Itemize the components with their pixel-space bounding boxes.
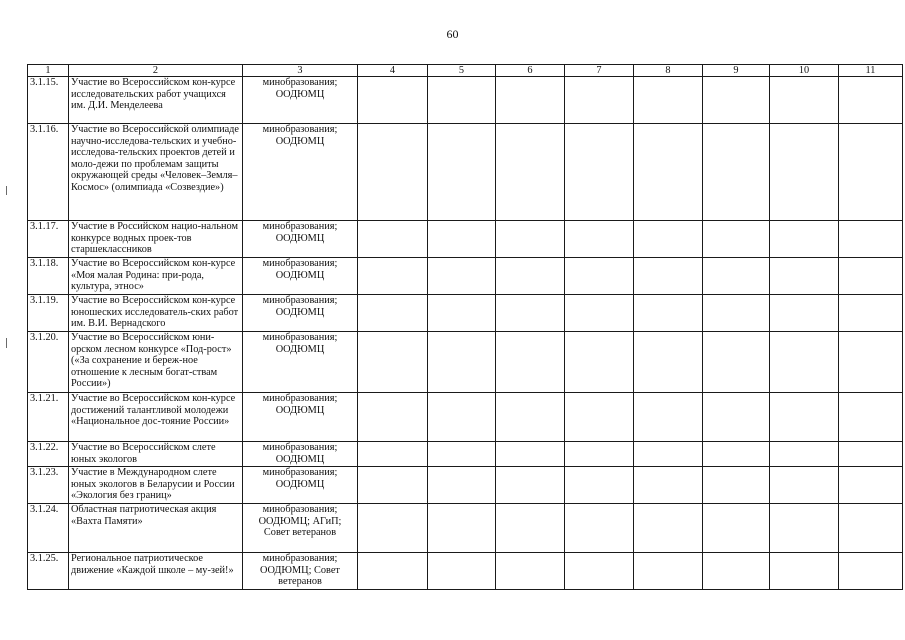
- item-number: 3.1.21.: [28, 393, 69, 442]
- empty-cell: [496, 124, 565, 221]
- item-responsible: минобразования; ООДЮМЦ: [243, 77, 358, 124]
- empty-cell: [496, 393, 565, 442]
- empty-cell: [565, 332, 634, 393]
- item-name: Участие во Всероссийском слете юных экологов: [69, 442, 243, 467]
- empty-cell: [839, 295, 903, 332]
- empty-cell: [770, 393, 839, 442]
- plan-table: [27, 64, 903, 590]
- empty-cell: [839, 332, 903, 393]
- item-responsible: минобразования; ООДЮМЦ: [243, 442, 358, 467]
- empty-cell: [496, 442, 565, 467]
- item-responsible: минобразования; ООДЮМЦ: [243, 258, 358, 295]
- column-header: 5: [428, 65, 496, 77]
- empty-cell: [496, 221, 565, 258]
- empty-cell: [358, 467, 428, 504]
- empty-cell: [428, 504, 496, 553]
- item-name: Региональное патриотическое движение «Каждой школе – му-зей!»: [69, 553, 243, 590]
- item-responsible: минобразования; ООДЮМЦ: [243, 295, 358, 332]
- empty-cell: [703, 442, 770, 467]
- empty-cell: [565, 258, 634, 295]
- table-row: [28, 467, 903, 504]
- empty-cell: [565, 124, 634, 221]
- empty-cell: [839, 553, 903, 590]
- column-header: 7: [565, 65, 634, 77]
- column-header: 1: [28, 65, 69, 77]
- item-responsible: минобразования; ООДЮМЦ: [243, 221, 358, 258]
- item-number: 3.1.24.: [28, 504, 69, 553]
- empty-cell: [703, 504, 770, 553]
- column-header: 9: [703, 65, 770, 77]
- empty-cell: [565, 553, 634, 590]
- empty-cell: [496, 295, 565, 332]
- empty-cell: [703, 332, 770, 393]
- empty-cell: [634, 221, 703, 258]
- empty-cell: [428, 442, 496, 467]
- item-responsible: минобразования; ООДЮМЦ: [243, 393, 358, 442]
- scan-artifact: [6, 186, 7, 195]
- table-row: [28, 77, 903, 124]
- empty-cell: [770, 504, 839, 553]
- column-header: 3: [243, 65, 358, 77]
- empty-cell: [496, 553, 565, 590]
- column-header: 8: [634, 65, 703, 77]
- empty-cell: [428, 295, 496, 332]
- empty-cell: [565, 295, 634, 332]
- table-row: [28, 295, 903, 332]
- empty-cell: [634, 467, 703, 504]
- item-number: 3.1.16.: [28, 124, 69, 221]
- item-name: Участие во Всероссийском кон-курсе достижений талантливой молодежи «Национальное дос-тояние России»: [69, 393, 243, 442]
- empty-cell: [839, 258, 903, 295]
- item-number: 3.1.22.: [28, 442, 69, 467]
- item-responsible: минобразования; ООДЮМЦ; АГиП; Совет ветеранов: [243, 504, 358, 553]
- empty-cell: [428, 467, 496, 504]
- empty-cell: [634, 393, 703, 442]
- empty-cell: [634, 504, 703, 553]
- empty-cell: [358, 504, 428, 553]
- empty-cell: [703, 393, 770, 442]
- empty-cell: [428, 77, 496, 124]
- column-header: 4: [358, 65, 428, 77]
- item-name: Участие во Всероссийском юни-орском лесном конкурсе «Под-рост» («За сохранение и береж-ное отношение к лесным богат-ствам России»): [69, 332, 243, 393]
- empty-cell: [770, 258, 839, 295]
- empty-cell: [839, 77, 903, 124]
- item-number: 3.1.18.: [28, 258, 69, 295]
- column-header: 6: [496, 65, 565, 77]
- empty-cell: [496, 77, 565, 124]
- empty-cell: [770, 332, 839, 393]
- item-name: Участие во Всероссийском кон-курсе исследовательских работ учащихся им. Д.И. Менделеева: [69, 77, 243, 124]
- empty-cell: [634, 77, 703, 124]
- column-header: 2: [69, 65, 243, 77]
- empty-cell: [703, 77, 770, 124]
- empty-cell: [770, 553, 839, 590]
- empty-cell: [703, 295, 770, 332]
- empty-cell: [565, 221, 634, 258]
- empty-cell: [634, 442, 703, 467]
- empty-cell: [358, 393, 428, 442]
- column-header: 11: [839, 65, 903, 77]
- empty-cell: [634, 295, 703, 332]
- empty-cell: [428, 553, 496, 590]
- column-header: 10: [770, 65, 839, 77]
- table-row: [28, 332, 903, 393]
- empty-cell: [634, 258, 703, 295]
- empty-cell: [358, 295, 428, 332]
- table-row: [28, 504, 903, 553]
- empty-cell: [565, 393, 634, 442]
- table-row: [28, 124, 903, 221]
- empty-cell: [358, 258, 428, 295]
- item-name: Участие во Всероссийском кон-курсе юношеских исследователь-ских работ им. В.И. Вернадского: [69, 295, 243, 332]
- empty-cell: [770, 124, 839, 221]
- empty-cell: [358, 124, 428, 221]
- empty-cell: [703, 258, 770, 295]
- page-number: 60: [446, 27, 459, 41]
- empty-cell: [770, 442, 839, 467]
- empty-cell: [358, 221, 428, 258]
- table-row: [28, 258, 903, 295]
- empty-cell: [358, 332, 428, 393]
- empty-cell: [770, 77, 839, 124]
- item-name: Участие во Всероссийском кон-курсе «Моя малая Родина: при-рода, культура, этнос»: [69, 258, 243, 295]
- empty-cell: [839, 504, 903, 553]
- empty-cell: [703, 467, 770, 504]
- table-row: [28, 393, 903, 442]
- empty-cell: [634, 553, 703, 590]
- empty-cell: [703, 221, 770, 258]
- table-row: [28, 442, 903, 467]
- empty-cell: [703, 553, 770, 590]
- item-name: Участие в Международном слете юных экологов в Беларусии и России «Экология без границ»: [69, 467, 243, 504]
- item-number: 3.1.17.: [28, 221, 69, 258]
- item-responsible: минобразования; ООДЮМЦ; Совет ветеранов: [243, 553, 358, 590]
- empty-cell: [770, 295, 839, 332]
- item-name: Участие во Всероссийской олимпиаде научно-исследова-тельских и учебно-исследова-тельских проектов детей и моло-дежи по проблемам защиты окружающей среды «Человек–Земля–Космос» (олимпиада «Созвездие»): [69, 124, 243, 221]
- item-responsible: минобразования; ООДЮМЦ: [243, 467, 358, 504]
- item-name: Участие в Российском нацио-нальном конкурсе водных проек-тов старшеклассников: [69, 221, 243, 258]
- empty-cell: [839, 124, 903, 221]
- empty-cell: [565, 504, 634, 553]
- empty-cell: [770, 221, 839, 258]
- empty-cell: [496, 467, 565, 504]
- item-responsible: минобразования; ООДЮМЦ: [243, 124, 358, 221]
- item-number: 3.1.25.: [28, 553, 69, 590]
- empty-cell: [839, 393, 903, 442]
- empty-cell: [358, 442, 428, 467]
- empty-cell: [428, 258, 496, 295]
- item-name: Областная патриотическая акция «Вахта Памяти»: [69, 504, 243, 553]
- empty-cell: [496, 504, 565, 553]
- empty-cell: [496, 258, 565, 295]
- item-responsible: минобразования; ООДЮМЦ: [243, 332, 358, 393]
- empty-cell: [839, 221, 903, 258]
- empty-cell: [428, 124, 496, 221]
- empty-cell: [770, 467, 839, 504]
- empty-cell: [358, 77, 428, 124]
- scan-artifact: [6, 338, 7, 348]
- empty-cell: [565, 467, 634, 504]
- column-number-row: [28, 65, 903, 77]
- empty-cell: [565, 77, 634, 124]
- item-number: 3.1.15.: [28, 77, 69, 124]
- empty-cell: [565, 442, 634, 467]
- item-number: 3.1.19.: [28, 295, 69, 332]
- empty-cell: [496, 332, 565, 393]
- empty-cell: [428, 221, 496, 258]
- empty-cell: [703, 124, 770, 221]
- table-row: [28, 221, 903, 258]
- empty-cell: [634, 332, 703, 393]
- empty-cell: [634, 124, 703, 221]
- empty-cell: [428, 332, 496, 393]
- empty-cell: [358, 553, 428, 590]
- empty-cell: [428, 393, 496, 442]
- empty-cell: [839, 467, 903, 504]
- item-number: 3.1.20.: [28, 332, 69, 393]
- table-row: [28, 553, 903, 590]
- empty-cell: [839, 442, 903, 467]
- item-number: 3.1.23.: [28, 467, 69, 504]
